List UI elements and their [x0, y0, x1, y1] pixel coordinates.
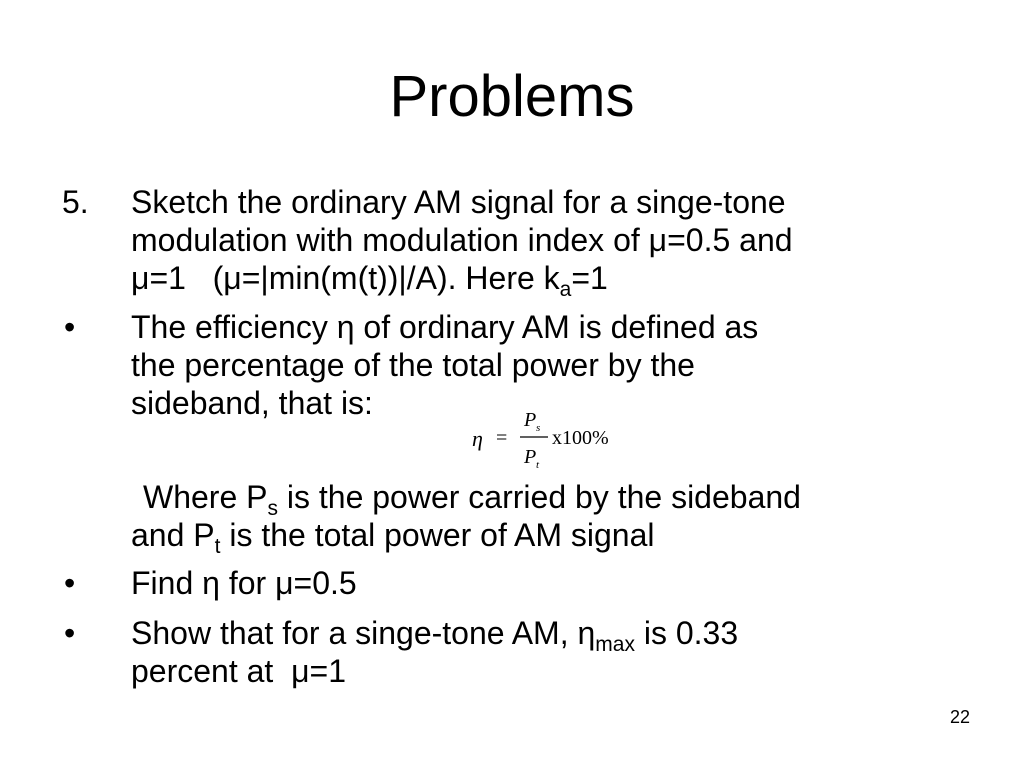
- show-line-1-text: Show that for a singe-tone AM, η: [131, 615, 596, 651]
- efficiency-formula: [470, 402, 640, 478]
- show-line-1: [131, 614, 739, 656]
- item-5-line-2: modulation with modulation index of μ=0.5 and: [131, 222, 793, 258]
- where-line-1-text: Where P: [143, 479, 268, 515]
- formula-eta: η: [472, 426, 483, 451]
- item-5-text: [131, 183, 793, 301]
- where-line-1-tail: is the power carried by the sideband: [277, 479, 801, 515]
- bullet-marker-show: •: [64, 615, 76, 651]
- show-eta-max-text: [131, 614, 738, 690]
- where-subscript-t: t: [214, 535, 221, 558]
- show-subscript-max: max: [595, 633, 635, 656]
- formula-denominator: P: [524, 446, 537, 468]
- item-5-subscript-a: a: [559, 278, 572, 301]
- efficiency-line-1: The efficiency η of ordinary AM is defined as: [131, 309, 759, 345]
- item-5-line-3-tail: =1: [571, 260, 608, 296]
- slide-title: Problems: [389, 64, 635, 129]
- where-line-1: [131, 478, 801, 520]
- page-number: 22: [949, 707, 970, 727]
- item-5-line-1: Sketch the ordinary AM signal for a singe-tone: [131, 184, 786, 220]
- where-explanation: [131, 478, 801, 558]
- where-line-2-tail: is the total power of AM signal: [220, 517, 655, 553]
- show-line-2: percent at μ=1: [131, 653, 347, 689]
- where-subscript-s: s: [267, 497, 278, 520]
- formula-denominator-subscript: t: [536, 459, 540, 471]
- formula-numerator: P: [524, 409, 537, 431]
- where-line-2: [131, 516, 801, 558]
- find-eta-text: Find η for μ=0.5: [131, 565, 357, 601]
- formula-times-100-percent: x100%: [552, 427, 609, 449]
- efficiency-definition: [131, 308, 758, 422]
- show-line-1-tail: is 0.33: [634, 615, 739, 651]
- formula-graphic: [470, 402, 640, 478]
- formula-numerator-subscript: s: [536, 422, 541, 434]
- where-line-2-text: and P: [131, 517, 215, 553]
- efficiency-line-2: the percentage of the total power by the: [131, 347, 695, 383]
- item-5-line-3-text: μ=1 (μ=|min(m(t))|/A). Here k: [131, 260, 560, 296]
- formula-equals: =: [496, 427, 508, 449]
- item-5-line-3: [131, 259, 793, 301]
- efficiency-line-3: sideband, that is:: [131, 385, 373, 421]
- bullet-marker-efficiency: •: [64, 309, 76, 345]
- item-number-5: 5.: [62, 184, 89, 220]
- bullet-marker-find: •: [64, 565, 76, 601]
